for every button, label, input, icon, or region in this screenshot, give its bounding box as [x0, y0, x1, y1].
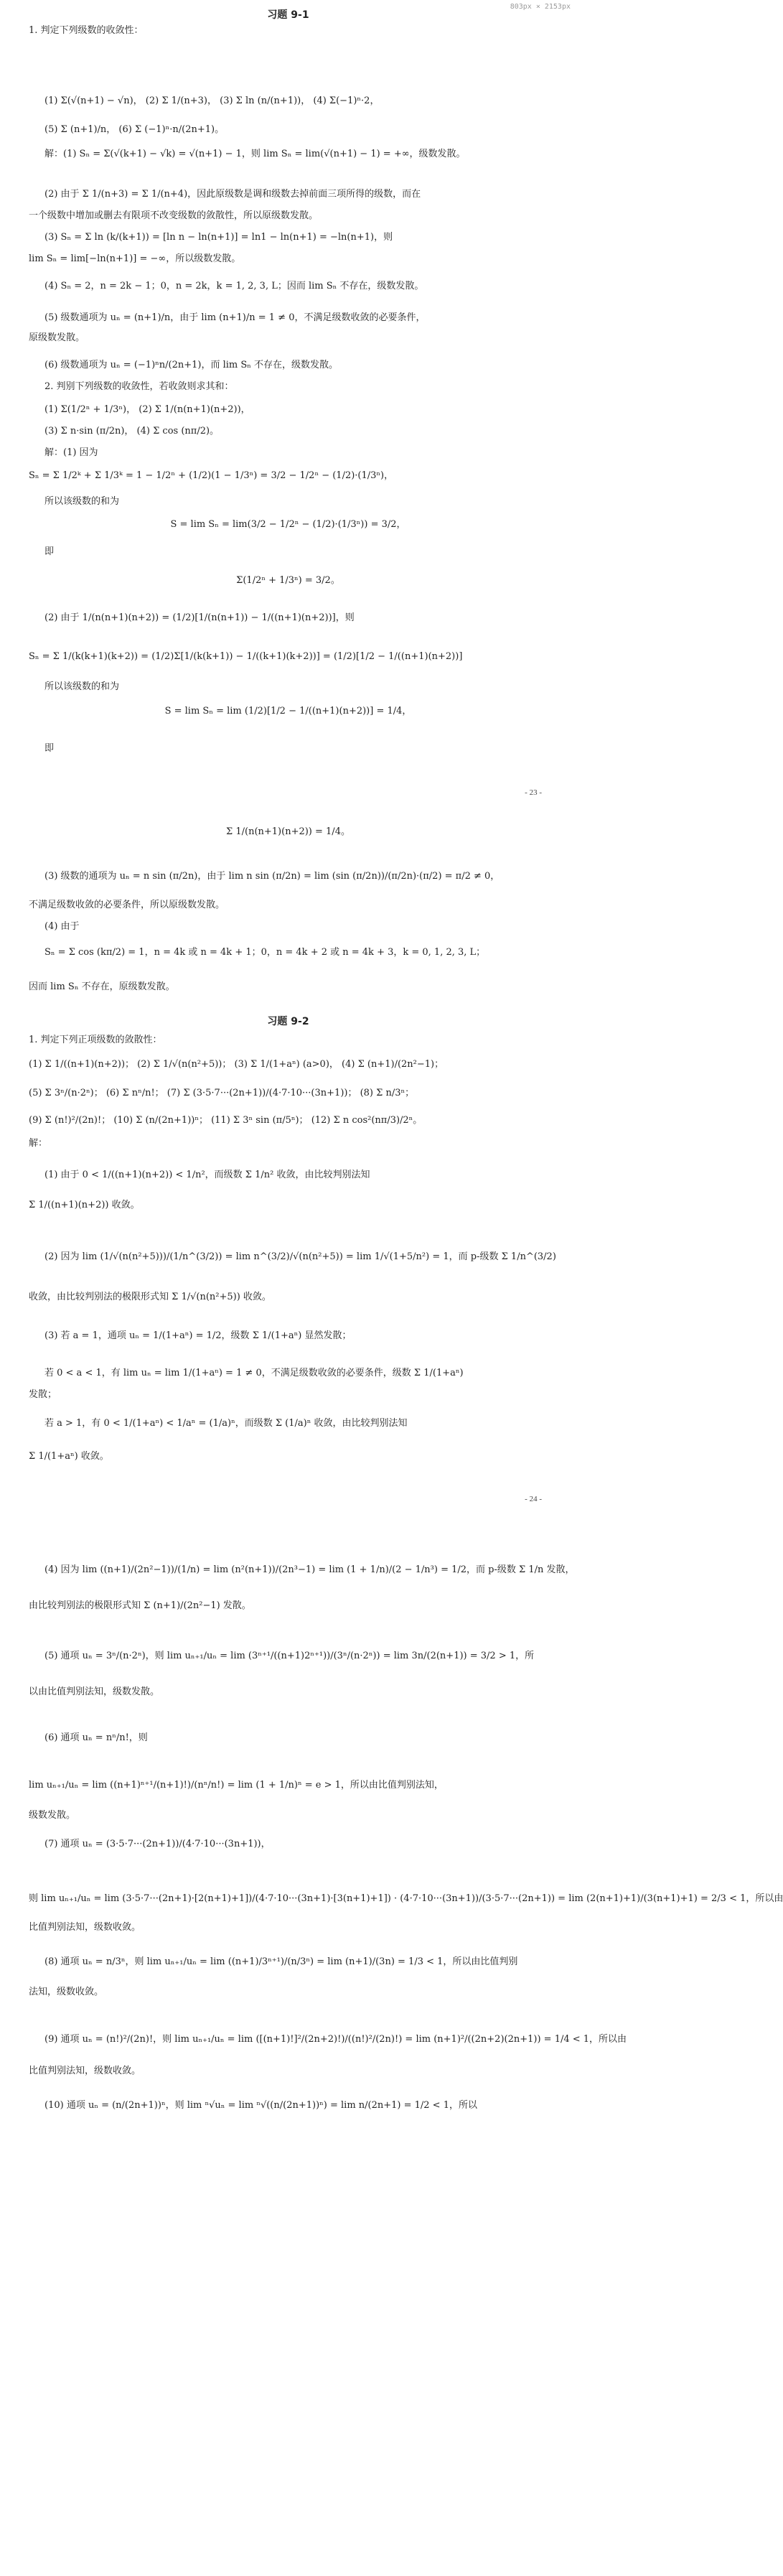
solution-line: (10) 通项 uₙ = (n/(2n+1))ⁿ，则 lim ⁿ√uₙ = lim ⁿ√((n/(2n+1))ⁿ) = lim n/(2n+1) = 1/2 < 1，所以 — [44, 2100, 477, 2111]
page-number: - 23 - — [525, 788, 542, 797]
solution-line: (2) 由于 1/(n(n+1)(n+2)) = (1/2)[1/(n(n+1)) − 1/((n+1)(n+2))]，则 — [44, 612, 355, 623]
solution-line: (2) 由于 Σ 1/(n+3) = Σ 1/(n+4)，因此原级数是调和级数去掉前面三项所得的级数，而在 — [44, 189, 421, 200]
solution-line: Sₙ = Σ 1/2ᵏ + Σ 1/3ᵏ = 1 − 1/2ⁿ + (1/2)(1 − 1/3ⁿ) = 3/2 − 1/2ⁿ − (1/2)·(1/3ⁿ)， — [29, 470, 394, 481]
solution-line: 即 — [44, 743, 55, 754]
solution-line: (6) 通项 uₙ = nⁿ/n!，则 — [44, 1732, 148, 1743]
solution-line: 解：(1) Sₙ = Σ(√(k+1) − √k) = √(n+1) − 1，则 lim Sₙ = lim(√(n+1) − 1) = +∞，级数发散。 — [44, 149, 466, 159]
page-number: - 24 - — [525, 1495, 542, 1503]
solution-line: lim uₙ₊₁/uₙ = lim ((n+1)ⁿ⁺¹/(n+1)!)/(nⁿ/n!) = lim (1 + 1/n)ⁿ = e > 1，所以由比值判别法知， — [29, 1780, 444, 1791]
formula-line: Sₙ = Σ cos (kπ/2) = 1，n = 4k 或 n = 4k + 1；0，n = 4k + 2 或 n = 4k + 3，k = 0, 1, 2, 3, L； — [44, 947, 486, 958]
solution-line: (4) 因为 lim ((n+1)/(2n²−1))/(1/n) = lim (n²(n+1))/(2n³−1) = lim (1 + 1/n)/(2 − 1/n³) = 1/2，而 p-级数 Σ 1/n 发散， — [44, 1564, 575, 1575]
solution-line: Sₙ = Σ 1/(k(k+1)(k+2)) = (1/2)Σ[1/(k(k+1)) − 1/((k+1)(k+2))] = (1/2)[1/2 − 1/((n+1)(n+2))] — [29, 651, 463, 662]
solution-line: (5) 级数通项为 uₙ = (n+1)/n，由于 lim (n+1)/n = 1 ≠ 0，不满足级数收敛的必要条件， — [44, 312, 426, 323]
solution-line: (3) 级数的通项为 uₙ = n sin (π/2n)，由于 lim n sin (π/2n) = lim (sin (π/2n))/(π/2n)·(π/2) = π/2 ≠ 0， — [44, 871, 500, 882]
page-marker: 803px × 2153px — [510, 3, 571, 11]
solution-line: 法知，级数收敛。 — [29, 1987, 104, 1997]
solution-line: 级数发散。 — [29, 1810, 76, 1821]
solution-line: 不满足级数收敛的必要条件，所以原级数发散。 — [29, 900, 225, 910]
solution-line: 发散； — [29, 1389, 57, 1400]
solution-line: 若 a > 1，有 0 < 1/(1+aⁿ) < 1/aⁿ = (1/a)ⁿ，而级数 Σ (1/a)ⁿ 收敛，由比较判别法知 — [44, 1418, 408, 1429]
solution-line: 则 lim uₙ₊₁/uₙ = lim (3·5·7···(2n+1)·[2(n+1)+1])/(4·7·10···(3n+1)·[3(n+1)+1]) · (4·7·10···(3n+1))/(3·5·7···(2n+1)) = lim (2(n+1)+1)/(3(n+1)+1) = 2/3 < 1，所以由 — [29, 1893, 783, 1904]
solution-line: (8) 通项 uₙ = n/3ⁿ，则 lim uₙ₊₁/uₙ = lim ((n+1)/3ⁿ⁺¹)/(n/3ⁿ) = lim (n+1)/(3n) = 1/3 < 1，所以由比值判别 — [44, 1956, 518, 1967]
formula-line: S = lim Sₙ = lim(3/2 − 1/2ⁿ − (1/2)·(1/3ⁿ)) = 3/2， — [170, 519, 406, 530]
solution-line: 一个级数中增加或删去有限项不改变级数的敛散性，所以原级数发散。 — [29, 210, 319, 221]
section-title: 习题 9-1 — [267, 9, 309, 21]
solution-line: 若 0 < a < 1，有 lim uₙ = lim 1/(1+aⁿ) = 1 ≠ 0，不满足级数收敛的必要条件，级数 Σ 1/(1+aⁿ) — [44, 1368, 464, 1378]
formula-line: Σ 1/(n(n+1)(n+2)) = 1/4。 — [226, 826, 350, 837]
solution-line: lim Sₙ = lim[−ln(n+1)] = −∞，所以级数发散。 — [29, 253, 241, 264]
formula-line: S = lim Sₙ = lim (1/2)[1/2 − 1/((n+1)(n+2))] = 1/4， — [164, 706, 412, 717]
problem-heading: 1. 判定下列级数的收敛性： — [29, 25, 144, 36]
solution-line: 收敛，由比较判别法的极限形式知 Σ 1/√(n(n²+5)) 收敛。 — [29, 1292, 271, 1302]
problem-items: (5) Σ 3ⁿ/(n·2ⁿ)； (6) Σ nⁿ/n!； (7) Σ (3·5·7···(2n+1))/(4·7·10···(3n+1))； (8) Σ n/3ⁿ； — [29, 1088, 415, 1098]
solution-line: (5) 通项 uₙ = 3ⁿ/(n·2ⁿ)，则 lim uₙ₊₁/uₙ = lim (3ⁿ⁺¹/((n+1)2ⁿ⁺¹))/(3ⁿ/(n·2ⁿ)) = lim 3n/(2(n+1)) = 3/2 > 1，所 — [44, 1651, 535, 1661]
solution-line: (6) 级数通项为 uₙ = (−1)ⁿn/(2n+1)，而 lim Sₙ 不存在，级数发散。 — [44, 360, 339, 370]
solution-line: 所以该级数的和为 — [44, 496, 120, 507]
solution-line: (3) 若 a = 1，通项 uₙ = 1/(1+aⁿ) = 1/2，级数 Σ 1/(1+aⁿ) 显然发散； — [44, 1330, 352, 1341]
solution-line: (4) Sₙ = 2，n = 2k − 1；0，n = 2k，k = 1, 2, 3, L；因而 lim Sₙ 不存在，级数发散。 — [44, 281, 424, 291]
problem-items: (9) Σ (n!)²/(2n)!； (10) Σ (n/(2n+1))ⁿ； (11) Σ 3ⁿ sin (π/5ⁿ)； (12) Σ n cos²(nπ/3)/2ⁿ。 — [29, 1115, 423, 1126]
solution-line: (3) Sₙ = Σ ln (k/(k+1)) = [ln n − ln(n+1)] = ln1 − ln(n+1) = −ln(n+1)，则 — [44, 232, 393, 243]
solution-line: 比值判别法知，级数收敛。 — [29, 2066, 141, 2076]
solution-line: 原级数发散。 — [29, 332, 85, 343]
problem-items: (1) Σ(√(n+1) − √n)， (2) Σ 1/(n+3)， (3) Σ ln (n/(n+1))， (4) Σ(−1)ⁿ·2， — [44, 95, 380, 106]
solution-line: Σ 1/(1+aⁿ) 收敛。 — [29, 1451, 109, 1462]
solution-line: Σ 1/((n+1)(n+2)) 收敛。 — [29, 1200, 140, 1210]
solution-line: 比值判别法知，级数收敛。 — [29, 1922, 141, 1933]
solution-line: (2) 因为 lim (1/√(n(n²+5)))/(1/n^(3/2)) = lim n^(3/2)/√(n(n²+5)) = lim 1/√(1+5/n²) = 1，而 p-级数 Σ 1/n^(3/2) — [44, 1251, 556, 1262]
problem-heading: 1. 判定下列正项级数的敛散性： — [29, 1035, 162, 1045]
problem-items: (1) Σ 1/((n+1)(n+2))； (2) Σ 1/√(n(n²+5))； (3) Σ 1/(1+aⁿ) (a>0)， (4) Σ (n+1)/(2n²−1)； — [29, 1059, 444, 1070]
solution-line: (1) 由于 0 < 1/((n+1)(n+2)) < 1/n²，而级数 Σ 1/n² 收敛，由比较判别法知 — [44, 1170, 370, 1180]
formula-line: Σ(1/2ⁿ + 1/3ⁿ) = 3/2。 — [236, 575, 340, 586]
solution-line: 解：(1) 因为 — [44, 447, 98, 458]
solution-line: (9) 通项 uₙ = (n!)²/(2n)!，则 lim uₙ₊₁/uₙ = lim ([(n+1)!]²/(2n+2)!)/((n!)²/(2n)!) = lim (n+1)²/((2n+2)(2n+1)) = 1/4 < 1，所以由 — [44, 2034, 627, 2045]
solution-line: 所以该级数的和为 — [44, 681, 120, 692]
solution-line: 因而 lim Sₙ 不存在，原级数发散。 — [29, 981, 175, 992]
solution-line: 以由比值判别法知，级数发散。 — [29, 1686, 160, 1697]
section-title: 习题 9-2 — [267, 1016, 309, 1027]
solution-line: 解： — [29, 1138, 48, 1149]
solution-line: 即 — [44, 546, 55, 557]
solution-line: (4) 由于 — [44, 921, 80, 932]
problem-items: (3) Σ n·sin (π/2n)， (4) Σ cos (nπ/2)。 — [44, 426, 220, 437]
problem-heading: 2. 判别下列级数的收敛性，若收敛则求其和： — [44, 381, 234, 392]
problem-items: (5) Σ (n+1)/n， (6) Σ (−1)ⁿ·n/(2n+1)。 — [44, 124, 225, 135]
problem-items: (1) Σ(1/2ⁿ + 1/3ⁿ)， (2) Σ 1/(n(n+1)(n+2))， — [44, 404, 250, 415]
solution-line: 由比较判别法的极限形式知 Σ (n+1)/(2n²−1) 发散。 — [29, 1600, 251, 1611]
solution-line: (7) 通项 uₙ = (3·5·7···(2n+1))/(4·7·10···(3n+1))， — [44, 1839, 271, 1849]
